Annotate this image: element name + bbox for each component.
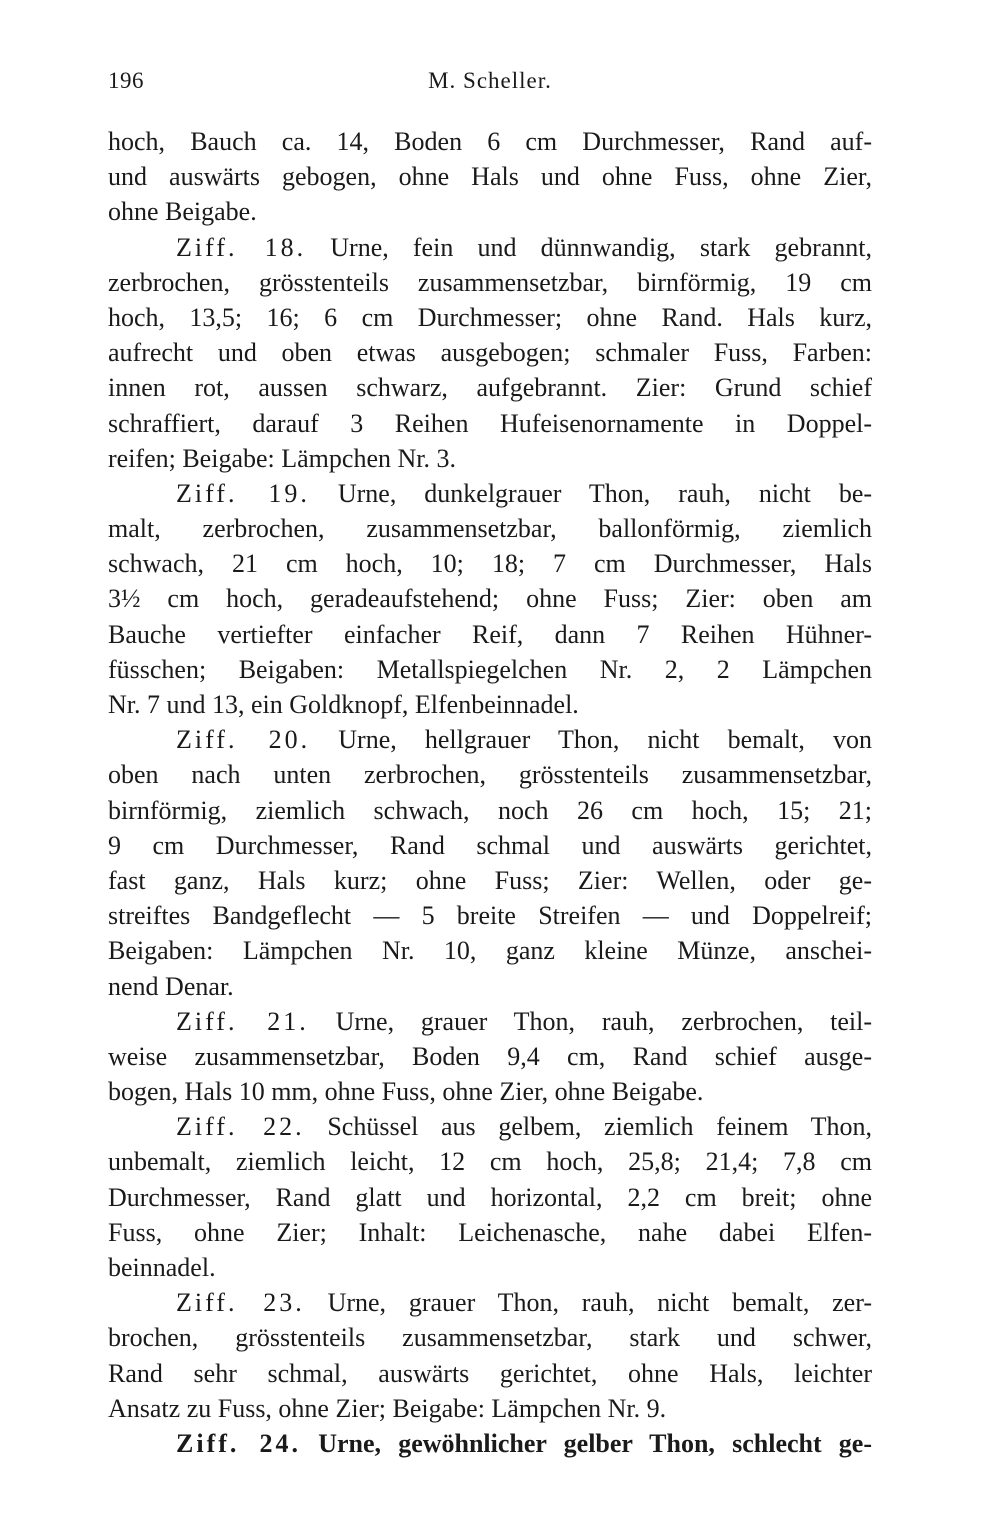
text-line: schraffiert, darauf 3 Reihen Hufeisenornamente in Doppel- xyxy=(108,408,872,438)
entry-line-ziff-22 xyxy=(108,1109,872,1144)
text-line: Rand sehr schmal, auswärts gerichtet, ohne Hals, leichter xyxy=(108,1358,872,1388)
text-line: schwach, 21 cm hoch, 10; 18; 7 cm Durchmesser, Hals xyxy=(108,549,872,579)
ziff-label: Ziff. 22. xyxy=(176,1112,305,1142)
entry-text: Urne, grauer Thon, rauh, zerbrochen, teil- xyxy=(335,1006,873,1036)
entry-text: Schüssel aus gelbem, ziemlich feinem Thon, xyxy=(327,1112,873,1142)
text-line: 9 cm Durchmesser, Rand schmal und auswärts gerichtet, xyxy=(108,830,872,860)
text-line: hoch, 13,5; 16; 6 cm Durchmesser; ohne Rand. Hals kurz, xyxy=(108,302,872,332)
text-line: zerbrochen, grösstenteils zusammensetzbar, birnförmig, 19 cm xyxy=(108,267,872,297)
entry-line-ziff-24 xyxy=(108,1426,872,1461)
entry-line-ziff-23 xyxy=(108,1285,872,1320)
text-line: nend Denar. xyxy=(108,971,234,1001)
text-line: aufrecht und oben etwas ausgebogen; schmaler Fuss, Farben: xyxy=(108,338,872,368)
text-line: Durchmesser, Rand glatt und horizontal, 2,2 cm breit; ohne xyxy=(108,1182,872,1212)
text-line: Fuss, ohne Zier; Inhalt: Leichenasche, nahe dabei Elfen- xyxy=(108,1217,872,1247)
text-line: hoch, Bauch ca. 14, Boden 6 cm Durchmesser, Rand auf- xyxy=(108,127,872,156)
entry-text: Urne, dunkelgrauer Thon, rauh, nicht be- xyxy=(337,478,873,508)
text-line: weise zusammensetzbar, Boden 9,4 cm, Rand schief ausge- xyxy=(108,1041,872,1071)
entry-line-ziff-21 xyxy=(108,1004,872,1039)
body-text xyxy=(108,124,872,1461)
ziff-label: Ziff. 18. xyxy=(176,232,307,262)
ziff-label: Ziff. 24. xyxy=(176,1428,302,1458)
text-line: reifen; Beigabe: Lämpchen Nr. 3. xyxy=(108,443,456,473)
text-line: oben nach unten zerbrochen, grösstenteils zusammensetzbar, xyxy=(108,760,872,790)
entry-text: Urne, hellgrauer Thon, nicht bemalt, von xyxy=(338,725,873,755)
ziff-label: Ziff. 21. xyxy=(176,1006,309,1036)
text-line: birnförmig, ziemlich schwach, noch 26 cm hoch, 15; 21; xyxy=(108,795,872,825)
text-line: Nr. 7 und 13, ein Goldknopf, Elfenbeinnadel. xyxy=(108,690,579,719)
text-line: brochen, grösstenteils zusammensetzbar, stark und schwer, xyxy=(108,1323,872,1353)
entry-line-ziff-18 xyxy=(108,230,872,265)
text-line: beinnadel. xyxy=(108,1253,216,1282)
text-line: und auswärts gebogen, ohne Hals und ohne Fuss, ohne Zier, xyxy=(108,162,872,192)
running-head xyxy=(108,66,872,96)
running-title: M. Scheller. xyxy=(428,68,552,93)
text-line: Beigaben: Lämpchen Nr. 10, ganz kleine Münze, anschei- xyxy=(108,936,872,966)
text-line: füsschen; Beigaben: Metallspiegelchen Nr. 2, 2 Lämpchen xyxy=(108,654,872,684)
page-number: 196 xyxy=(108,68,144,93)
text-line: malt, zerbrochen, zusammensetzbar, ballonförmig, ziemlich xyxy=(108,514,872,544)
ziff-label: Ziff. 19. xyxy=(176,478,310,508)
entry-text: Urne, gewöhnlicher gelber Thon, schlecht ge- xyxy=(318,1428,872,1458)
ziff-label: Ziff. 20. xyxy=(176,725,311,755)
entry-line-ziff-20 xyxy=(108,722,872,757)
text-line: 3½ cm hoch, geradeaufstehend; ohne Fuss; Zier: oben am xyxy=(108,584,872,614)
text-line: fast ganz, Hals kurz; ohne Fuss; Zier: Wellen, oder ge- xyxy=(108,865,872,895)
text-line: Bauche vertiefter einfacher Reif, dann 7 Reihen Hühner- xyxy=(108,619,872,649)
text-line: innen rot, aussen schwarz, aufgebrannt. Zier: Grund schief xyxy=(108,373,872,403)
entry-text: Urne, fein und dünnwandig, stark gebrannt, xyxy=(330,232,872,262)
entry-text: Urne, grauer Thon, rauh, nicht bemalt, zer- xyxy=(327,1288,873,1318)
entry-line-ziff-19 xyxy=(108,476,872,511)
text-line: ohne Beigabe. xyxy=(108,197,257,227)
ziff-label: Ziff. 23. xyxy=(176,1288,305,1318)
text-line: Ansatz zu Fuss, ohne Zier; Beigabe: Lämpchen Nr. 9. xyxy=(108,1393,667,1423)
text-line: unbemalt, ziemlich leicht, 12 cm hoch, 25,8; 21,4; 7,8 cm xyxy=(108,1147,872,1177)
text-line: bogen, Hals 10 mm, ohne Fuss, ohne Zier, ohne Beigabe. xyxy=(108,1077,704,1107)
text-line: streiftes Bandgeflecht — 5 breite Streifen — und Doppelreif; xyxy=(108,901,872,931)
